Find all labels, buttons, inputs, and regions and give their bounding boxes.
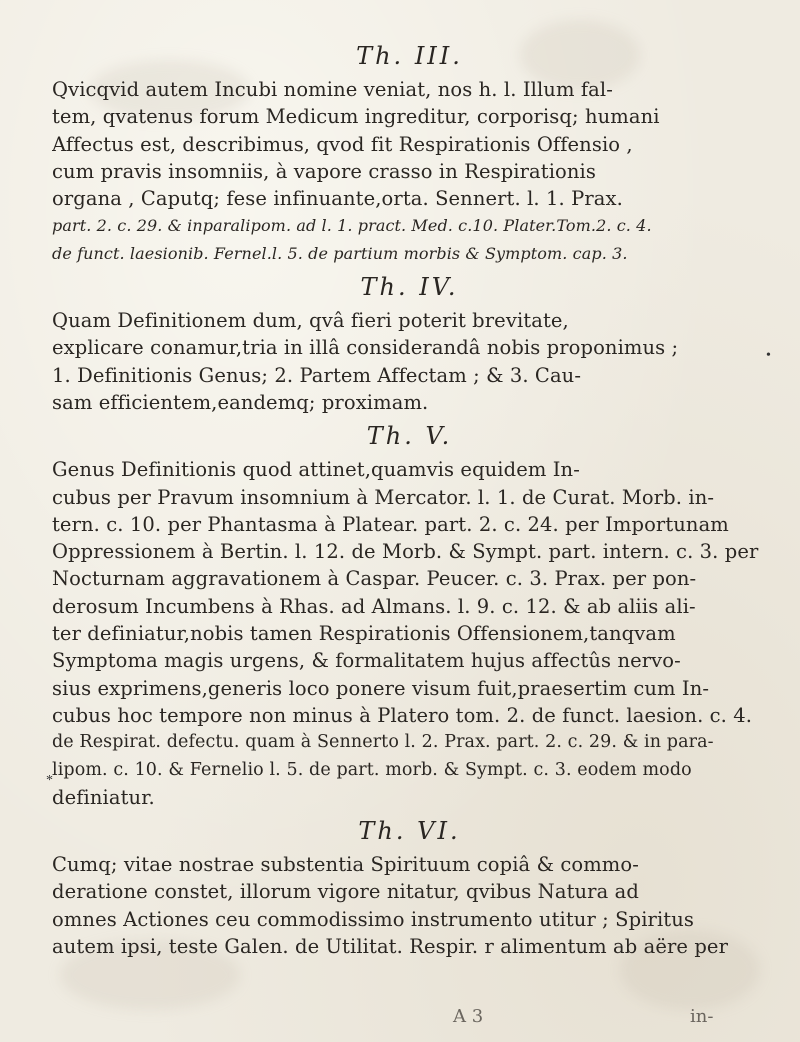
section-th-4 — [52, 267, 767, 416]
text-line: tern. c. 10. per Phantasma à Platear. part. 2. c. 24. per Importunam — [52, 512, 729, 536]
text-line: cum pravis insomniis, à vapore crasso in Respirationis — [52, 159, 597, 183]
margin-marker-right: • — [766, 348, 771, 363]
text-line: omnes Actiones ceu commodissimo instrumento utitur ; Spiritus — [52, 907, 694, 931]
section-th-5 — [52, 416, 767, 811]
text-line: explicare conamur,tria in illâ considerandâ nobis proponimus ; — [52, 336, 679, 360]
signature-mark: A 3 — [453, 1006, 484, 1027]
catchword: in- — [690, 1006, 714, 1027]
text-line: tem, qvatenus forum Medicum ingreditur, corporisq; humani — [52, 105, 660, 129]
text-line: Oppressionem à Bertin. l. 12. de Morb. & Sympt. part. intern. c. 3. per — [52, 540, 759, 564]
section-heading: Th. III. — [356, 42, 463, 70]
citation-line: part. 2. c. 29. & inparalipom. ad l. 1. pract. Med. c.10. Plater.Tom.2. c. 4. — [52, 216, 652, 236]
text-line: Affectus est, describimus, qvod fit Respirationis Offensio , — [52, 132, 633, 156]
text-line: deratione constet, illorum vigore nitatur, qvibus Natura ad — [52, 880, 639, 904]
text-line: derosum Incumbens à Rhas. ad Almans. l. 9. c. 12. & ab aliis ali- — [52, 594, 696, 618]
text-line: Nocturnam aggravationem à Caspar. Peucer. c. 3. Prax. per pon- — [52, 567, 697, 591]
text-line: sius exprimens,generis loco ponere visum fuit,praesertim cum In- — [52, 676, 710, 700]
text-line: cubus per Pravum insomnium à Mercator. l. 1. de Curat. Morb. in- — [52, 485, 715, 509]
text-line: cubus hoc tempore non minus à Platero tom. 2. de funct. laesion. c. 4. — [52, 703, 753, 727]
text-line: Genus Definitionis quod attinet,quamvis equidem In- — [52, 458, 580, 482]
text-body — [52, 36, 767, 960]
text-line: definiatur. — [52, 785, 155, 809]
text-line: 1. Definitionis Genus; 2. Partem Affectam ; & 3. Cau- — [52, 363, 582, 387]
text-line: sam efficientem,eandemq; proximam. — [52, 390, 429, 414]
section-heading: Th. VI. — [358, 817, 461, 846]
text-line: autem ipsi, teste Galen. de Utilitat. Respir. r alimentum ab aëre per — [52, 935, 728, 959]
section-th-6 — [52, 811, 767, 960]
text-line: ter definiatur,nobis tamen Respirationis Offensionem,tanqvam — [52, 622, 676, 646]
text-line: organa , Caputq; fese infinuante,orta. Sennert. l. 1. Prax. — [52, 187, 623, 211]
section-th-3 — [52, 36, 767, 267]
section-heading: Th. V. — [366, 422, 453, 451]
text-line: Cumq; vitae nostrae substentia Spirituum copiâ & commo- — [52, 853, 639, 877]
citation-line: de funct. laesionib. Fernel.l. 5. de partium morbis & Symptom. cap. 3. — [52, 243, 628, 263]
margin-marker-left: * — [46, 773, 53, 788]
text-line: de Respirat. defectu. quam à Sennerto l. 2. Prax. part. 2. c. 29. & in para- — [52, 732, 714, 753]
section-heading: Th. IV. — [360, 273, 459, 302]
text-line: lipom. c. 10. & Fernelio l. 5. de part. morb. & Sympt. c. 3. eodem modo — [52, 759, 692, 780]
text-line: Qvicqvid autem Incubi nomine veniat, nos h. l. Illum fal- — [52, 78, 613, 101]
text-line: Quam Definitionem dum, qvâ fieri poterit brevitate, — [52, 309, 569, 333]
text-line: Symptoma magis urgens, & formalitatem hujus affectûs nervo- — [52, 649, 681, 673]
